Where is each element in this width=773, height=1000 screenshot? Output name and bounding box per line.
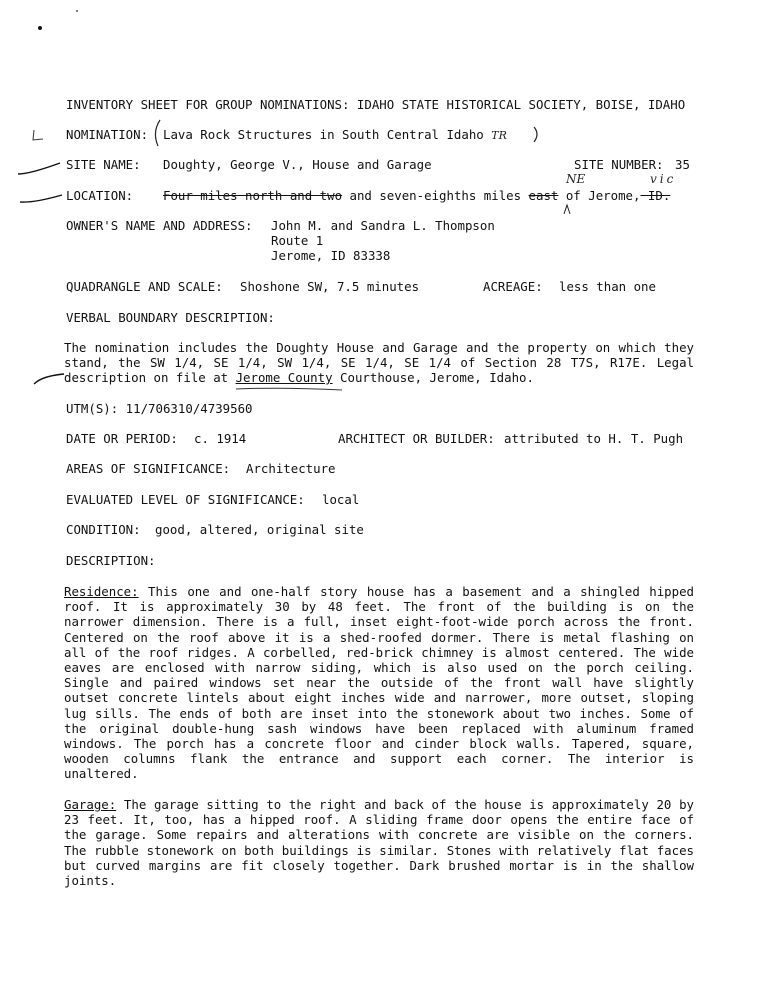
verbal-boundary-text: The nomination includes the Doughty House and Garage and the property on which they stand, the SW 1/4, SE 1/4, SW 1/4, SE 1/4, SE 1/4 of Section 28 T7S, R17E. Legal description on file at Jerome County Courthouse, Jerome, Idaho. xyxy=(64,340,694,386)
quadrangle-value: Shoshone SW, 7.5 minutes xyxy=(240,279,420,294)
form-header: INVENTORY SHEET FOR GROUP NOMINATIONS: IDAHO STATE HISTORICAL SOCIETY, BOISE, IDAHO xyxy=(66,97,686,112)
site-number-value: 35 xyxy=(675,157,690,172)
handwritten-margin-mark xyxy=(30,128,46,144)
verbal-boundary-label: VERBAL BOUNDARY DESCRIPTION: xyxy=(66,310,275,325)
evaluated-value: local xyxy=(322,492,360,507)
nomination-label: NOMINATION: xyxy=(66,127,149,142)
site-name-label: SITE NAME: xyxy=(66,157,141,172)
scan-speck xyxy=(38,26,42,30)
handwritten-paren xyxy=(532,125,542,145)
handwritten-underline xyxy=(234,386,344,392)
handwritten-vic: vic xyxy=(650,172,677,186)
significance-label: AREAS OF SIGNIFICANCE: xyxy=(66,461,231,476)
description-label: DESCRIPTION: xyxy=(66,553,156,568)
handwritten-paren xyxy=(150,118,164,148)
location-value: Four miles north and two and seven-eighths miles east of Jerome, ID. xyxy=(163,188,671,203)
owner-line: John M. and Sandra L. Thompson xyxy=(271,218,495,233)
handwritten-ne: NE xyxy=(566,172,586,186)
site-number-label: SITE NUMBER: xyxy=(574,157,664,172)
condition-value: good, altered, original site xyxy=(155,522,364,537)
handwritten-caret xyxy=(562,202,572,216)
utm: UTM(S): 11/706310/4739560 xyxy=(66,401,253,416)
scan-speck xyxy=(76,10,78,12)
date-label: DATE OR PERIOD: xyxy=(66,431,178,446)
site-name-value: Doughty, George V., House and Garage xyxy=(163,157,432,172)
handwritten-check-mark xyxy=(18,190,64,206)
quadrangle-label: QUADRANGLE AND SCALE: xyxy=(66,279,223,294)
garage-paragraph: Garage: The garage sitting to the right and back of the house is approximately 20 by 23 feet. It, too, has a hipped roof. A sliding frame door opens the entire face of the garage. Some repairs and alterations with concrete are visible on the corners. The rubble stonework on both buildings is similar. Stones with relatively flat faces but curved margins are fit closely together. Dark brushed mortar is in the shallow joints. xyxy=(64,797,694,889)
acreage-value: less than one xyxy=(559,279,656,294)
handwritten-check-mark xyxy=(16,160,62,178)
owner-line: Jerome, ID 83338 xyxy=(271,248,391,263)
evaluated-label: EVALUATED LEVEL OF SIGNIFICANCE: xyxy=(66,492,305,507)
date-value: c. 1914 xyxy=(194,431,247,446)
handwritten-check-mark xyxy=(32,372,66,388)
residence-heading: Residence: xyxy=(64,584,139,599)
condition-label: CONDITION: xyxy=(66,522,141,537)
owner-label: OWNER'S NAME AND ADDRESS: xyxy=(66,218,253,233)
residence-paragraph: Residence: This one and one-half story house has a basement and a shingled hipped roof. It is approximately 30 by 48 feet. The front of the building is on the narrower dimension. There is a full, inset eight-foot-wide porch across the front. Centered on the roof above it is a shed-roofed dormer. There is metal flashing on all of the roof ridges. A corbelled, red-brick chimney is almost centered. The wide eaves are enclosed with narrow siding, which is also used on the porch ceiling. Single and paired windows set near the outside of the front wall have slightly outset concrete lintels about eight inches wide and narrower, more outset, sloping lug sills. The ends of both are inset into the stonework about two inches. Some of the original double-hung sash windows have been replaced with aluminum framed windows. The porch has a concrete floor and cinder block walls. Tapered, square, wooden columns flank the entrance and support each corner. The interior is unaltered. xyxy=(64,584,694,782)
significance-value: Architecture xyxy=(246,461,336,476)
acreage-label: ACREAGE: xyxy=(483,279,543,294)
handwritten-tr-note: TR xyxy=(491,129,507,142)
owner-line: Route 1 xyxy=(271,233,324,248)
nomination-value: Lava Rock Structures in South Central Idaho TR xyxy=(163,127,507,142)
location-label: LOCATION: xyxy=(66,188,134,203)
architect-value: attributed to H. T. Pugh xyxy=(504,431,684,446)
garage-heading: Garage: xyxy=(64,797,117,812)
architect-label: ARCHITECT OR BUILDER: xyxy=(338,431,495,446)
